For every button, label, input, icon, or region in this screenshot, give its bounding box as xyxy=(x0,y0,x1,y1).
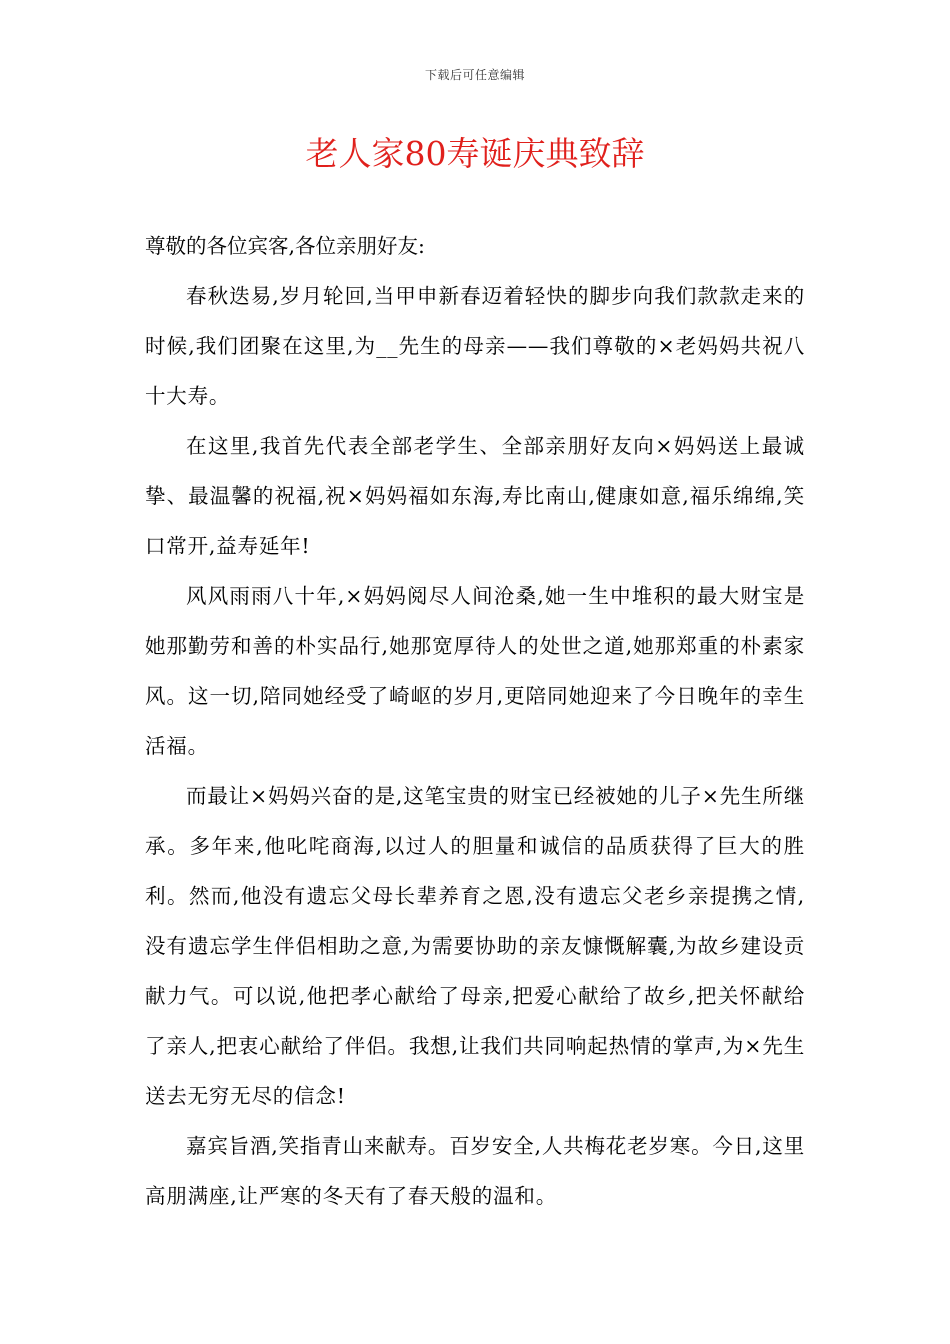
paragraph-3: 风风雨雨八十年,×妈妈阅尽人间沧桑,她一生中堆积的最大财宝是她那勤劳和善的朴实品行,她那宽厚待人的处世之道,她那郑重的朴素家风。这一切,陪同她经受了崎岖的岁月,更陪同她迎来了今日晚年的幸生活福。 xyxy=(145,584,805,758)
paragraph-4: 而最让×妈妈兴奋的是,这笔宝贵的财宝已经被她的儿子×先生所继承。多年来,他叱咤商海,以过人的胆量和诚信的品质获得了巨大的胜利。然而,他没有遗忘父母长辈养育之恩,没有遗忘父老乡亲提携之情,没有遗忘学生伴侣相助之意,为需要协助的亲友慷慨解囊,为故乡建设贡献力气。可以说,他把孝心献给了母亲,把爱心献给了故乡,把关怀献给了亲人,把衷心献给了伴侣。我想,让我们共同响起热情的掌声,为×先生送去无穷无尽的信念! xyxy=(145,784,805,1108)
document-body xyxy=(145,221,805,1221)
paragraph-2: 在这里,我首先代表全部老学生、全部亲朋好友向×妈妈送上最诚挚、最温馨的祝福,祝×妈妈福如东海,寿比南山,健康如意,福乐绵绵,笑口常开,益寿延年! xyxy=(145,434,805,558)
paragraph-1: 春秋迭易,岁月轮回,当甲申新春迈着轻快的脚步向我们款款走来的时候,我们团聚在这里,为__先生的母亲——我们尊敬的×老妈妈共祝八十大寿。 xyxy=(145,284,805,408)
salutation: 尊敬的各位宾客,各位亲朋好友: xyxy=(145,234,425,258)
header-note: 下载后可任意编辑 xyxy=(424,68,525,82)
document-title: 老人家80寿诞庆典致辞 xyxy=(305,134,645,173)
paragraph-5: 嘉宾旨酒,笑指青山来献寿。百岁安全,人共梅花老岁寒。今日,这里高朋满座,让严寒的冬天有了春天般的温和。 xyxy=(145,1134,805,1208)
